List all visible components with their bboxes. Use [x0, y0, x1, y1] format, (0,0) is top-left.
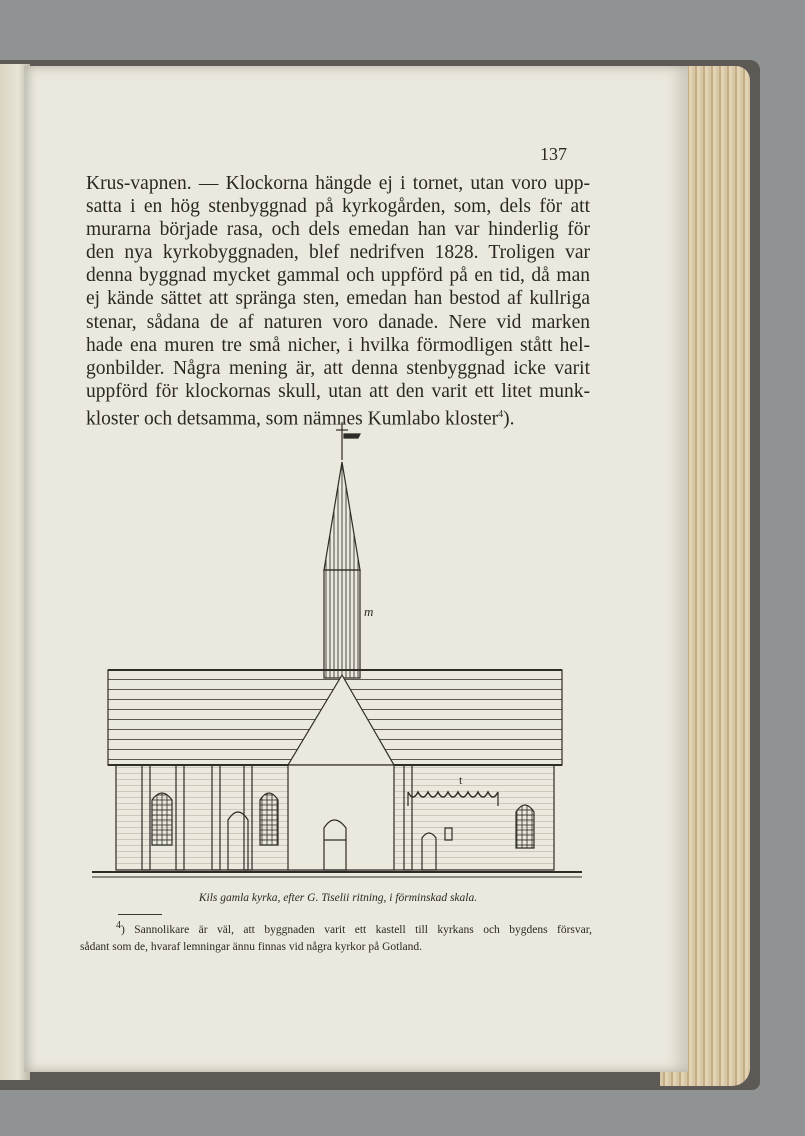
text-line: uppförd för klockornas skull, utan att den varit ett litet munk-	[86, 380, 590, 402]
porch	[288, 765, 394, 870]
footnote-marker: 4	[116, 920, 121, 931]
label-m: m	[364, 604, 374, 619]
footnote-line	[80, 917, 592, 939]
text-line: gonbilder. Några mening är, att denna stenbyggnad icke varit	[86, 357, 590, 379]
page-number: 137	[540, 144, 567, 164]
tower	[324, 570, 360, 678]
spire	[324, 462, 360, 570]
text-line: ej kände sättet att spränga sten, emedan han bestod af kullriga	[86, 288, 590, 310]
figure-caption: Kils gamla kyrka, efter G. Tiselii ritning, i förminskad skala.	[198, 892, 478, 904]
footnote	[80, 917, 592, 956]
window	[152, 793, 172, 845]
text-line: denna byggnad mycket gammal och uppförd på en tid, då man	[86, 265, 590, 287]
church-illustration	[92, 420, 592, 890]
text-line: den nya kyrkobyggnaden, blef nedrifven 1828. Troligen var	[86, 242, 590, 264]
cross-icon	[336, 422, 360, 460]
footnote-ref: 4	[498, 408, 504, 420]
window	[260, 793, 278, 845]
window	[516, 805, 534, 848]
text-line: satta i en hög stenbyggnad på kyrkogården, som, dels för att	[86, 196, 590, 218]
label-t: t	[459, 773, 463, 787]
body-text	[86, 172, 590, 431]
text-line: murarna började rasa, och dels emedan han var hinderlig för	[86, 219, 590, 241]
text-line-suffix: ).	[503, 408, 515, 430]
footnote-line: sådant som de, hvaraf lemningar ännu finnas vid några kyrkor på Gotland.	[80, 940, 423, 953]
text-line: hade ena muren tre små nicher, i hvilka förmodligen stått hel-	[86, 334, 590, 356]
text-line: kloster och detsamma, som nämnes Kumlabo kloster	[86, 408, 499, 430]
text-line: stenar, sådana de af naturen voro danade. Nere vid marken	[86, 311, 590, 333]
footnote-text: ) Sannolikare är väl, att byggnaden varit ett kastell till kyrkans och bygdens försvar,	[121, 923, 592, 936]
footnote-rule	[118, 914, 162, 915]
text-line: Krus-vapnen. — Klockorna hängde ej i tornet, utan voro upp-	[86, 173, 590, 194]
